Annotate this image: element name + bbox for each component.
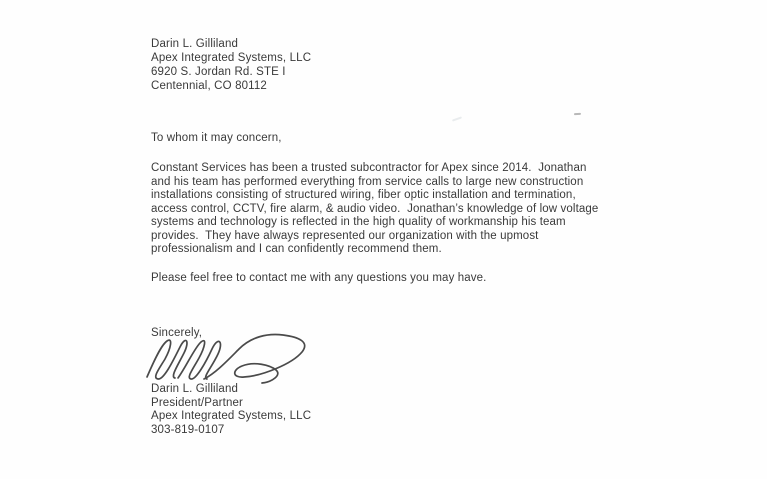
- body-line: installations consisting of structured wiring, fiber optic installation and termination,: [151, 189, 576, 201]
- valediction: Sincerely,: [151, 327, 203, 339]
- body-line: systems and technology is reflected in the high quality of workmanship his team: [151, 216, 566, 228]
- signer-name: Darin L. Gilliland: [151, 383, 239, 395]
- sender-company: Apex Integrated Systems, LLC: [151, 52, 312, 64]
- sender-city-state-zip: Centennial, CO 80112: [151, 80, 267, 92]
- signature-block: [151, 383, 311, 437]
- salutation: To whom it may concern,: [151, 132, 282, 144]
- signer-company: Apex Integrated Systems, LLC: [151, 410, 312, 422]
- closing-paragraph: Please feel free to contact me with any questions you may have.: [151, 272, 487, 284]
- scan-artifact-smudge: [452, 116, 462, 121]
- body-paragraph: [151, 162, 598, 257]
- sender-address-block: [151, 37, 311, 93]
- signer-title: President/Partner: [151, 396, 244, 409]
- handwritten-signature: [143, 332, 318, 384]
- scan-artifact-dash: [574, 113, 581, 115]
- body-line: Constant Services has been a trusted subcontractor for Apex since 2014. Jonathan: [151, 162, 587, 174]
- sender-street: 6920 S. Jordan Rd. STE I: [151, 66, 286, 78]
- body-line: provides. They have always represented our organization with the upmost: [151, 229, 539, 242]
- signer-phone: 303-819-0107: [151, 423, 225, 436]
- body-line: access control, CCTV, fire alarm, & audio video. Jonathan’s knowledge of low voltage: [151, 202, 599, 215]
- body-line: professionalism and I can confidently recommend them.: [151, 243, 442, 255]
- body-line: and his team has performed everything from service calls to large new construction: [151, 175, 584, 188]
- sender-name: Darin L. Gilliland: [151, 38, 239, 50]
